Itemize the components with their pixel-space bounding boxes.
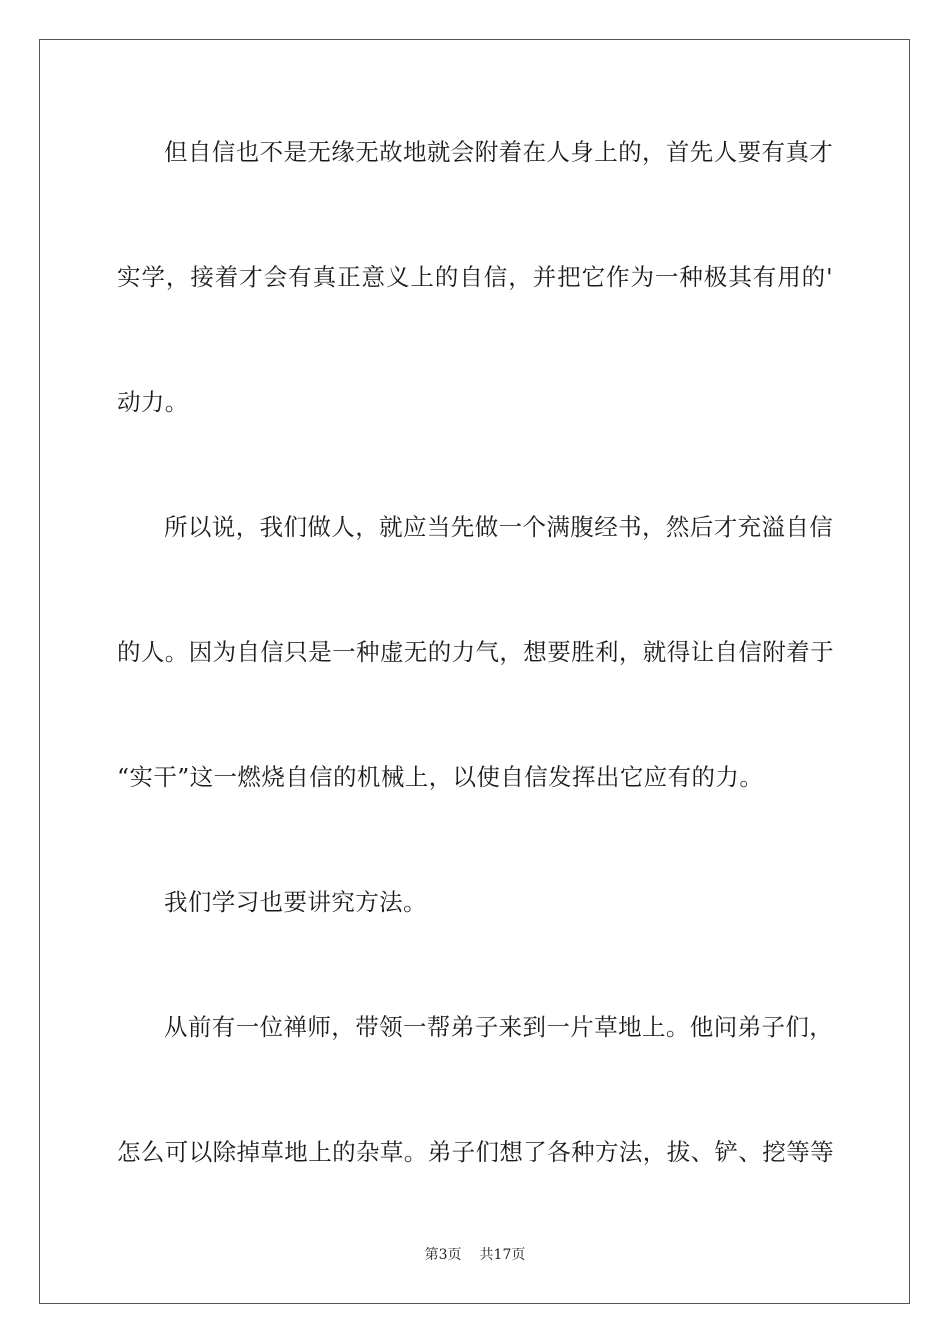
paragraph-3-line-1: 我们学习也要讲究方法。 — [164, 888, 427, 916]
page-total: 共17页 — [479, 1247, 526, 1263]
paragraph-1-line-2: 实学，接着才会有真正意义上的自信，并把它作为一种极其有用的' — [117, 263, 833, 291]
paragraph-4-line-1: 从前有一位禅师，带领一帮弟子来到一片草地上。他问弟子们， — [164, 1013, 834, 1041]
page-border — [39, 39, 910, 1304]
paragraph-4-line-2: 怎么可以除掉草地上的杂草。弟子们想了各种方法，拔、铲、挖等等 — [117, 1138, 834, 1166]
paragraph-2-line-3: “实干”这一燃烧自信的机械上，以使自信发挥出它应有的力。 — [117, 763, 764, 791]
paragraph-1-line-1: 但自信也不是无缘无故地就会附着在人身上的，首先人要有真才 — [164, 138, 834, 166]
page-number: 第3页 — [424, 1247, 462, 1263]
paragraph-2-line-1: 所以说，我们做人，就应当先做一个满腹经书，然后才充溢自信 — [164, 513, 834, 541]
paragraph-1-line-3: 动力。 — [117, 388, 189, 416]
page-footer — [0, 1245, 950, 1265]
paragraph-2-line-2: 的人。因为自信只是一种虚无的力气，想要胜利，就得让自信附着于 — [117, 638, 834, 666]
